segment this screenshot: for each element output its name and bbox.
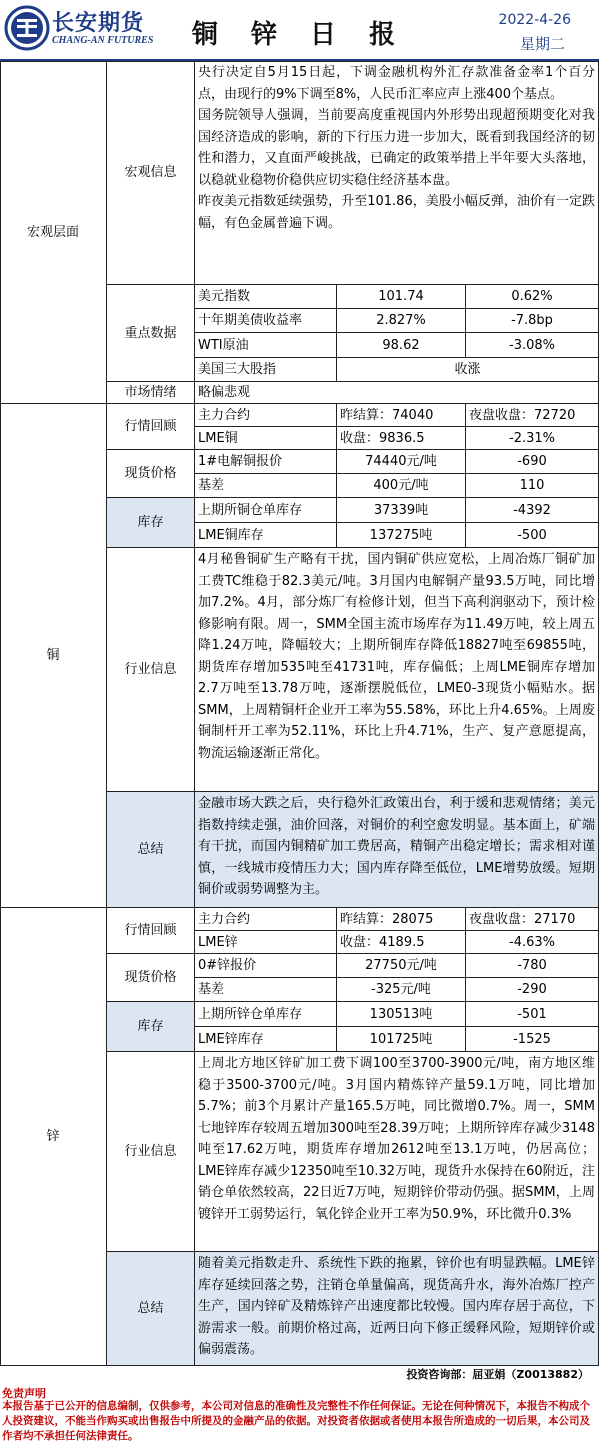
zinc-lme-inventory-name: LME锌库存 — [195, 1027, 337, 1052]
key-data-value: 101.74 — [337, 285, 466, 309]
zinc-summary-label: 总结 — [107, 1252, 195, 1366]
investment-contact: 投资咨询部：屈亚娟（Z0013882） — [406, 1368, 589, 1381]
stock-index-name: 美国三大股指 — [195, 358, 337, 382]
zinc-shfe-inventory-change: -501 — [466, 1002, 599, 1027]
zinc-spot-name: 0#锌报价 — [195, 954, 337, 978]
zinc-industry-text: 上周北方地区锌矿加工费下调100至3700-3900元/吨，南方地区维稳于3500-3700元/吨。3月国内精炼锌产量59.1万吨，同比增加5.7%；前3个月累计产量165.5万吨，同比微增0.7%。周一，SMM七地锌库存较周五增加300吨至28.39万吨；上期所锌库存减少3148吨至17.62万吨，期货库存增加2612吨至13.1万吨，仍居高位；LME锌库存减少12350吨至10.32万吨，现货升水保持在60附近，注销仓单依然较高，22日近7万吨，短期锌价带动仍强。据SMM，上周镀锌开工弱势运行，氧化锌企业开工率为50.9%，环比微升0.3% — [195, 1052, 599, 1252]
report-weekday: 星期二 — [519, 35, 565, 53]
copper-lme-inventory-name: LME铜库存 — [195, 523, 337, 548]
disclaimer-text: 本报告基于已公开的信息编制，仅供参考，本公司对信息的准确性及完整性不作任何保证。无论在何种情况下，本报告不构成个人投资建议，不能当作购买或出售报告中所提及的金融产品的依据。对投资者依据或者使用本报告所造成的一切后果，本公司及作者均不承担任何法律责任。 — [2, 1400, 590, 1442]
market-sentiment-label: 市场情绪 — [107, 382, 195, 404]
macro-info-paragraph: 国务院领导人强调，当前要高度重视国内外形势出现超预期变化对我国经济造成的影响，新的下行压力进一步加大，既看到我国经济的韧性和潜力，又直面严峻挑战，已确定的政策举措上半年要大头落地，以稳就业稳物价稳供应切实稳住经济基本盘。 — [198, 108, 595, 188]
zinc-lme-name: LME锌 — [195, 931, 337, 954]
zinc-lme-inventory-value: 101725吨 — [337, 1027, 466, 1052]
section-label-copper: 铜 — [0, 404, 107, 908]
zinc-basis-name: 基差 — [195, 978, 337, 1002]
key-data-value: 2.827% — [337, 309, 466, 333]
copper-lme-close: 收盘：9836.5 — [337, 427, 466, 450]
copper-main-contract: 主力合约 — [195, 404, 337, 427]
section-label-zinc: 锌 — [0, 908, 107, 1366]
macro-info-paragraph: 央行决定自5月15日起，下调金融机构外汇存款准备金率1个百分点，由现行的9%下调至8%，人民币汇率应声上涨400个基点。 — [198, 65, 595, 102]
zinc-lme-inventory-change: -1525 — [466, 1027, 599, 1052]
key-data-change: 0.62% — [466, 285, 599, 309]
macro-info-label: 宏观信息 — [107, 61, 195, 285]
zinc-basis-change: -290 — [466, 978, 599, 1002]
zinc-market-label: 行情回顾 — [107, 908, 195, 954]
zinc-spot-label: 现货价格 — [107, 954, 195, 1002]
macro-info-text — [195, 61, 599, 285]
zinc-shfe-inventory-value: 130513吨 — [337, 1002, 466, 1027]
copper-basis-name: 基差 — [195, 474, 337, 498]
copper-lme-inventory-value: 137275吨 — [337, 523, 466, 548]
disclaimer-title: 免责声明 — [2, 1387, 46, 1400]
copper-summary-label: 总结 — [107, 792, 195, 908]
copper-market-label: 行情回顾 — [107, 404, 195, 450]
market-sentiment-value: 略偏悲观 — [195, 382, 599, 404]
stock-index-value: 收涨 — [337, 358, 599, 382]
zinc-spot-price: 27750元/吨 — [337, 954, 466, 978]
copper-shfe-inventory-value: 37339吨 — [337, 498, 466, 523]
zinc-lme-change: -4.63% — [466, 931, 599, 954]
key-data-change: -3.08% — [466, 333, 599, 358]
key-data-name: 十年期美债收益率 — [195, 309, 337, 333]
brand-name-cn: 长安期货 — [52, 11, 145, 36]
zinc-main-contract: 主力合约 — [195, 908, 337, 931]
copper-industry-label: 行业信息 — [107, 548, 195, 792]
brand-name-en: CHANG-AN FUTURES — [52, 35, 154, 46]
copper-lme-change: -2.31% — [466, 427, 599, 450]
copper-main-settle: 昨结算：74040 — [337, 404, 466, 427]
copper-inventory-label: 库存 — [107, 498, 195, 548]
copper-shfe-inventory-change: -4392 — [466, 498, 599, 523]
zinc-basis-value: -325元/吨 — [337, 978, 466, 1002]
zinc-main-settle: 昨结算：28075 — [337, 908, 466, 931]
copper-spot-change: -690 — [466, 450, 599, 474]
key-data-name: WTI原油 — [195, 333, 337, 358]
zinc-summary-text: 随着美元指数走升、系统性下跌的拖累，锌价也有明显跌幅。LME锌库存延续回落之势，注销仓单量偏高，现货高升水，海外冶炼厂控产生产，国内锌矿及精炼锌产出速度都比较慢。国内库存居于高位，下游需求一般。前期价格过高，近两日向下修正缓释风险，短期锌价或偏弱震荡。 — [195, 1252, 599, 1366]
key-data-label: 重点数据 — [107, 285, 195, 382]
copper-spot-label: 现货价格 — [107, 450, 195, 498]
copper-spot-name: 1#电解铜报价 — [195, 450, 337, 474]
copper-lme-name: LME铜 — [195, 427, 337, 450]
section-label-macro: 宏观层面 — [0, 61, 107, 404]
copper-industry-text: 4月秘鲁铜矿生产略有干扰，国内铜矿供应宽松，上周冶炼厂铜矿加工费TC维稳于82.3美元/吨。3月国内电解铜产量93.5万吨，同比增加7.2%。4月，部分炼厂有检修计划，但当下高利润驱动下，预计检修影响有限。周一，SMM全国主流市场库存为11.49万吨，较上周五降1.24万吨，降幅较大；上期所铜库存降低18827吨至69855吨，期货库存增加535吨至41731吨，库存偏低；上周LME铜库存增加2.7万吨至13.78万吨，逐渐摆脱低位，LME0-3现货小幅贴水。据SMM，上周精铜杆企业开工率为55.58%，环比上升4.65%。上周废铜制杆开工率为52.11%，环比上升4.71%，生产、复产意愿提高，物流运输逐渐正常化。 — [195, 548, 599, 792]
key-data-value: 98.62 — [337, 333, 466, 358]
zinc-shfe-inventory-name: 上期所锌仓单库存 — [195, 1002, 337, 1027]
zinc-lme-close: 收盘：4189.5 — [337, 931, 466, 954]
copper-summary-text: 金融市场大跌之后，央行稳外汇政策出台，利于缓和悲观情绪；美元指数持续走强，油价回落，对铜价的利空愈发明显。基本面上，矿端有干扰，而国内铜精矿加工费居高，精铜产出稳定增长；需求相对谨慎，一线城市疫情压力大；国内库存降至低位，LME增势放缓。短期铜价或弱势调整为主。 — [195, 792, 599, 908]
copper-main-night: 夜盘收盘：72720 — [466, 404, 599, 427]
report-title: 铜 锌 日 报 — [191, 20, 408, 50]
macro-info-paragraph: 昨夜美元指数延续强势，升至101.86，美股小幅反弹，油价有一定跌幅，有色金属普遍下调。 — [198, 194, 595, 231]
copper-basis-change: 110 — [466, 474, 599, 498]
zinc-spot-change: -780 — [466, 954, 599, 978]
copper-shfe-inventory-name: 上期所铜仓单库存 — [195, 498, 337, 523]
zinc-industry-label: 行业信息 — [107, 1052, 195, 1252]
copper-spot-price: 74440元/吨 — [337, 450, 466, 474]
copper-lme-inventory-change: -500 — [466, 523, 599, 548]
zinc-main-night: 夜盘收盘：27170 — [466, 908, 599, 931]
key-data-change: -7.8bp — [466, 309, 599, 333]
report-date: 2022-4-26 — [498, 12, 571, 28]
key-data-name: 美元指数 — [195, 285, 337, 309]
zinc-inventory-label: 库存 — [107, 1002, 195, 1052]
report-header — [0, 0, 599, 61]
copper-basis-value: 400元/吨 — [337, 474, 466, 498]
